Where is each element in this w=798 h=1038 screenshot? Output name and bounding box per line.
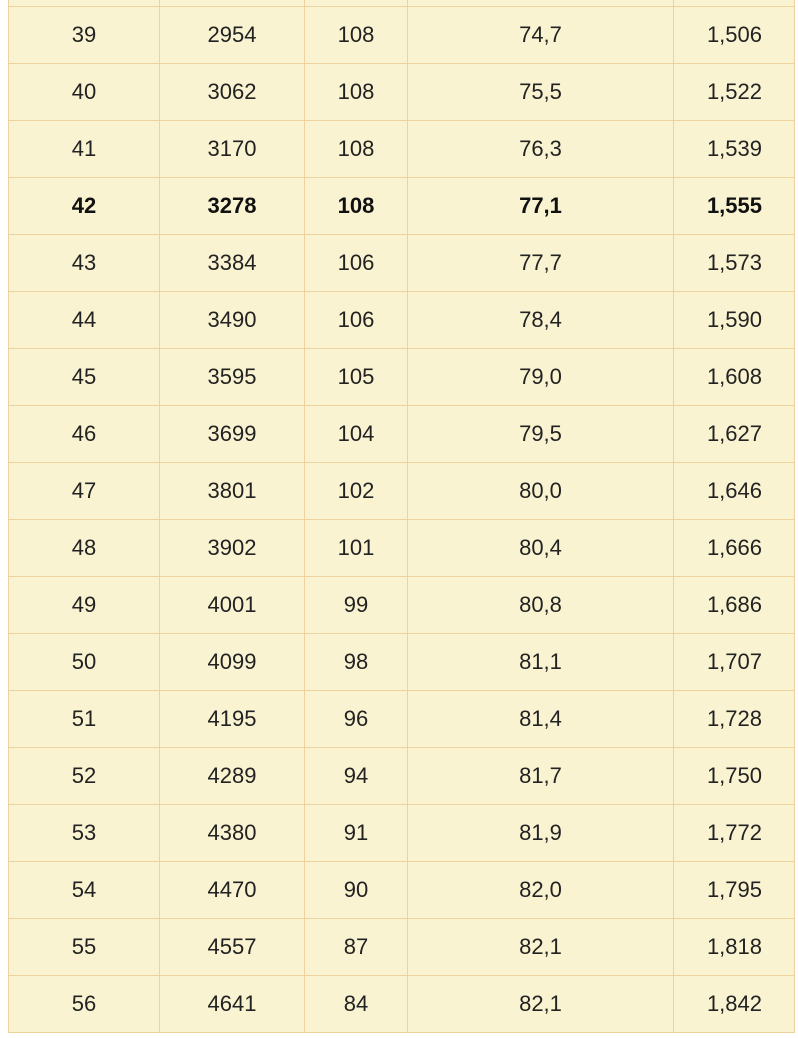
cell-col-3: 108 — [305, 64, 408, 121]
cell-col-4: 74,7 — [408, 7, 674, 64]
cell-col-1: 50 — [9, 634, 160, 691]
cell-col-2: 2954 — [160, 7, 305, 64]
cell-col-3: 105 — [305, 349, 408, 406]
cell-col-5: 1,686 — [674, 577, 795, 634]
cell-col-1: 44 — [9, 292, 160, 349]
data-table-container — [8, 0, 794, 1033]
cell-col-4: 78,4 — [408, 292, 674, 349]
table-row — [9, 349, 795, 406]
cell-col-5: 1,666 — [674, 520, 795, 577]
table-row — [9, 64, 795, 121]
cell-col-5: 1,522 — [674, 64, 795, 121]
cell-col-3: 108 — [305, 178, 408, 235]
table-row — [9, 121, 795, 178]
cell-col-5: 1,707 — [674, 634, 795, 691]
cell-col-4: 81,1 — [408, 634, 674, 691]
cell-col-3: 99 — [305, 577, 408, 634]
cell-col-3: 98 — [305, 634, 408, 691]
cell-col-2: 4099 — [160, 634, 305, 691]
cell-col-1: 56 — [9, 976, 160, 1033]
cell-col-2: 4195 — [160, 691, 305, 748]
cell-col-5: 1,728 — [674, 691, 795, 748]
table-row — [9, 178, 795, 235]
cell-col-2: 3490 — [160, 292, 305, 349]
cell-col-1: 47 — [9, 463, 160, 520]
cell-col-2: 4470 — [160, 862, 305, 919]
cell-col-2: 4289 — [160, 748, 305, 805]
cell-col-3: 84 — [305, 976, 408, 1033]
cell-col-1: 48 — [9, 520, 160, 577]
cell-col-5: 1,627 — [674, 406, 795, 463]
cell-col-1: 55 — [9, 919, 160, 976]
table-row — [9, 919, 795, 976]
cell-col-4: 77,7 — [408, 235, 674, 292]
cell-col-2: 4641 — [160, 976, 305, 1033]
table-body — [9, 0, 795, 1033]
cell-col-1: 40 — [9, 64, 160, 121]
cell-col-4: 76,3 — [408, 121, 674, 178]
cell-col-2: 3278 — [160, 178, 305, 235]
cell-col-2: 4380 — [160, 805, 305, 862]
cell-col-2: 3699 — [160, 406, 305, 463]
table-row — [9, 805, 795, 862]
cell-col-5: 1,555 — [674, 178, 795, 235]
cell-col-4: 79,0 — [408, 349, 674, 406]
cell-col-3: 106 — [305, 292, 408, 349]
cell-col-3: 108 — [305, 121, 408, 178]
cell-col-1: 46 — [9, 406, 160, 463]
cell-col-1: 45 — [9, 349, 160, 406]
cell-col-2: 3062 — [160, 64, 305, 121]
cell-col-5: 1,506 — [674, 7, 795, 64]
table-row — [9, 7, 795, 64]
cell-col-4: 80,8 — [408, 577, 674, 634]
cell-col-2: 3170 — [160, 121, 305, 178]
cell-col-5: 1,795 — [674, 862, 795, 919]
data-table — [8, 0, 795, 1033]
cell-col-1: 54 — [9, 862, 160, 919]
cell-col-3: 106 — [305, 235, 408, 292]
cell-col-3: 104 — [305, 406, 408, 463]
cell-col-5: 1,573 — [674, 235, 795, 292]
cell-col-2: 3595 — [160, 349, 305, 406]
cell-col-4: 81,9 — [408, 805, 674, 862]
cell-col-2: 3902 — [160, 520, 305, 577]
cell-col-1: 41 — [9, 121, 160, 178]
cell-col-5: 1,772 — [674, 805, 795, 862]
cell-col-4: 82,0 — [408, 862, 674, 919]
cell-col-1: 53 — [9, 805, 160, 862]
cell-col-1: 51 — [9, 691, 160, 748]
cell-col-4: 81,4 — [408, 691, 674, 748]
cell-col-2: 3801 — [160, 463, 305, 520]
cell-col-3: 108 — [305, 7, 408, 64]
cell-col-2: 3384 — [160, 235, 305, 292]
cell-col-3: 102 — [305, 463, 408, 520]
cell-col-5: 1,539 — [674, 121, 795, 178]
cell-col-4: 79,5 — [408, 406, 674, 463]
cell-col-3: 91 — [305, 805, 408, 862]
cell-col-1: 49 — [9, 577, 160, 634]
table-row — [9, 463, 795, 520]
table-row — [9, 235, 795, 292]
table-row — [9, 748, 795, 805]
cell-col-4: 82,1 — [408, 919, 674, 976]
cell-col-4: 81,7 — [408, 748, 674, 805]
cell-col-5: 1,818 — [674, 919, 795, 976]
cell-col-1: 39 — [9, 7, 160, 64]
table-row — [9, 691, 795, 748]
table-row — [9, 634, 795, 691]
cell-col-2: 4557 — [160, 919, 305, 976]
table-row — [9, 520, 795, 577]
table-row — [9, 577, 795, 634]
cell-col-4: 75,5 — [408, 64, 674, 121]
cell-col-5: 1,842 — [674, 976, 795, 1033]
table-row — [9, 292, 795, 349]
table-row — [9, 976, 795, 1033]
cell-col-3: 87 — [305, 919, 408, 976]
cell-col-5: 1,590 — [674, 292, 795, 349]
cell-col-5: 1,750 — [674, 748, 795, 805]
table-row — [9, 406, 795, 463]
cell-col-3: 94 — [305, 748, 408, 805]
cell-col-4: 82,1 — [408, 976, 674, 1033]
cell-col-1: 43 — [9, 235, 160, 292]
cell-col-5: 1,608 — [674, 349, 795, 406]
cell-col-2: 4001 — [160, 577, 305, 634]
table-row — [9, 862, 795, 919]
cell-col-1: 42 — [9, 178, 160, 235]
cell-col-3: 90 — [305, 862, 408, 919]
cell-col-5: 1,646 — [674, 463, 795, 520]
cell-col-1: 52 — [9, 748, 160, 805]
cell-col-4: 77,1 — [408, 178, 674, 235]
cell-col-3: 101 — [305, 520, 408, 577]
cell-col-4: 80,4 — [408, 520, 674, 577]
cell-col-4: 80,0 — [408, 463, 674, 520]
cell-col-3: 96 — [305, 691, 408, 748]
